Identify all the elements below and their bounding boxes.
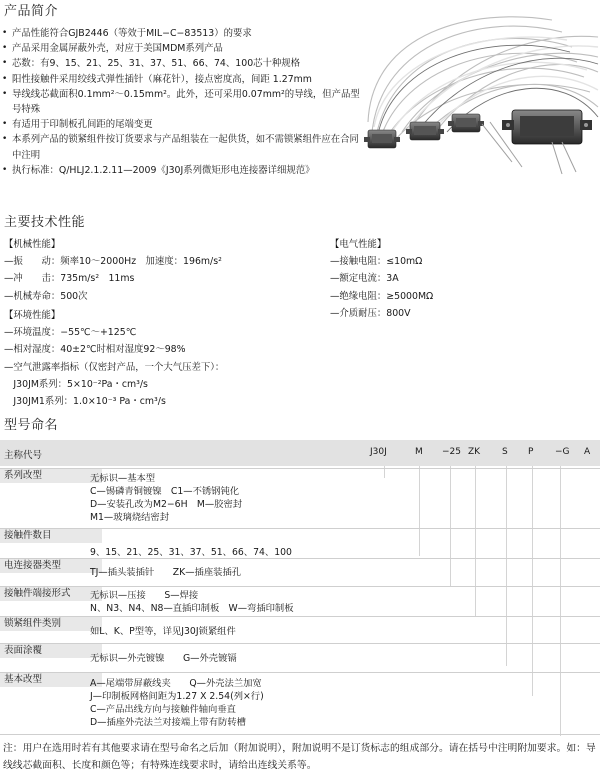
guide-line (560, 466, 561, 736)
code-part: M (415, 447, 423, 457)
intro-bullet: • 芯数：有9、15、21、25、31、37、51、66、74、100芯十种规格 (2, 56, 360, 71)
section-line: M1—玻璃烧结密封 (90, 512, 170, 523)
code-part: −25 (442, 447, 461, 457)
product-photo (362, 12, 600, 175)
section-line: N、N3、N4、N8—直插印制板 W—弯插印制板 (90, 603, 294, 614)
code-part: ZK (468, 447, 481, 457)
section-line: C—产品出线方向与接触件轴向垂直 (90, 704, 236, 715)
intro-bullet: • 本系列产品的锁紧组件按订货要求与产品组装在一起供货，如不需锁紧组件应在合同中注明 (2, 132, 360, 162)
header-label: 主称代号 (4, 450, 43, 461)
code-part: J30J (370, 447, 387, 457)
section-line: 无标识—基本型 (90, 473, 156, 484)
mechanical-row: —振 动：频率10～2000Hz 加速度：196m/s² (4, 256, 222, 268)
guide-line (450, 466, 451, 586)
intro-bullet: • 产品采用金属屏蔽外壳，对应于美国MDM系列产品 (2, 41, 360, 56)
electrical-row: —接触电阻：≤10mΩ (330, 256, 423, 268)
section-body (90, 677, 264, 729)
guide-line (506, 466, 507, 666)
section-title: 电连接器类型 (0, 559, 102, 573)
section-title: 接触件数目 (0, 529, 102, 543)
electrical-specs (330, 236, 433, 322)
section-line: 无标识—外壳镀镍 G—外壳镀镉 (90, 653, 237, 664)
intro-bullet-list (2, 26, 360, 178)
intro-bullet: • 有适用于印制板孔间距的尾端变更 (2, 117, 360, 132)
mechanical-label: 【机械性能】 (4, 239, 61, 250)
intro-bullet: • 阳性接触件采用绞线式弹性插针（麻花针），接点密度高，间距 1.27mm (2, 72, 360, 87)
environmental-row: —空气泄露率指标（仅密封产品，一个大气压差下）： (4, 361, 225, 373)
specs-title: 主要技术性能 (4, 215, 86, 230)
section-title: 基本改型 (0, 673, 102, 687)
naming-header (0, 440, 600, 466)
section-line: D—安装孔改为M2−6H M—胶密封 (90, 499, 243, 510)
section-line: 如L、K、P型等，详见J30J锁紧组件 (90, 626, 236, 637)
code-part: −G (555, 447, 570, 457)
environmental-row: J30JM系列：5×10⁻²Pa・cm³/s (4, 378, 148, 390)
guide-line (475, 466, 476, 616)
mechanical-row: —冲 击：735m/s² 11ms (4, 273, 135, 285)
code-part: S (502, 447, 508, 457)
guide-line (419, 466, 420, 556)
section-line: TJ—插头装插针 ZK—插座装插孔 (90, 567, 242, 578)
section-body (90, 652, 237, 665)
section-body (90, 472, 242, 524)
electrical-row: —绝缘电阻：≥5000MΩ (330, 290, 434, 302)
intro-bullet: • 导线线芯截面积0.1mm²～0.15mm²。此外，还可采用0.07mm²的导线，但产品型号特殊 (2, 87, 360, 117)
section-line: 9、15、21、25、31、37、51、66、74、100 (90, 547, 292, 558)
electrical-row: —额定电流：3A (330, 273, 399, 285)
section-title: 接触件端接形式 (0, 587, 102, 601)
code-part: P (528, 447, 534, 457)
section-line: A—尾端带屏蔽线夹 Q—外壳法兰加宽 (90, 678, 262, 689)
mechanical-specs (4, 236, 222, 305)
environmental-row: —相对湿度：40±2℃时相对湿度92～98% (4, 344, 186, 356)
electrical-row: —介质耐压：800V (330, 307, 411, 319)
section-body (90, 566, 241, 579)
section-line: 无标识—压接 S—焊接 (90, 590, 199, 601)
code-part: A (584, 447, 591, 457)
environmental-label: 【环境性能】 (4, 310, 61, 321)
section-line: J—印制板网格间距为1.27 X 2.54(列×行) (90, 691, 264, 702)
section-body (90, 625, 236, 638)
intro-bullet: • 产品性能符合GJB2446（等效于MIL−C−83513）的要求 (2, 26, 360, 41)
section-line: C—锡磷青铜镀镍 C1—不锈钢钝化 (90, 486, 240, 497)
environmental-row: —环境温度：−55℃～+125℃ (4, 327, 137, 339)
environmental-row: J30JM1系列：1.0×10⁻³ Pa・cm³/s (4, 396, 166, 408)
section-title: 锁紧组件类别 (0, 617, 102, 631)
section-divider (0, 734, 600, 735)
electrical-label: 【电气性能】 (330, 239, 387, 250)
naming-title: 型号命名 (4, 418, 59, 433)
footnote: 注：用户在选用时若有其他要求请在型号命名之后加（附加说明），附加说明不是订货标志的组成部分。请在括号中注明附加要求。如：导线线芯截面积、长度和颜色等；有特殊连线要求时，请给出连线关系等。 (3, 743, 596, 771)
environmental-specs (4, 307, 224, 410)
intro-bullet: • 执行标准：Q/HLJ2.1.2.11—2009《J30J系列微矩形电连接器详细规范》 (2, 163, 360, 178)
section-line: D—插座外壳法兰对接端上带有防转槽 (90, 717, 246, 728)
mechanical-row: —机械寿命：500次 (4, 290, 88, 302)
section-title: 系列改型 (0, 469, 102, 483)
intro-title: 产品简介 (4, 4, 59, 19)
guide-line (532, 466, 533, 696)
section-body (90, 589, 294, 615)
section-title: 表面涂覆 (0, 644, 102, 658)
